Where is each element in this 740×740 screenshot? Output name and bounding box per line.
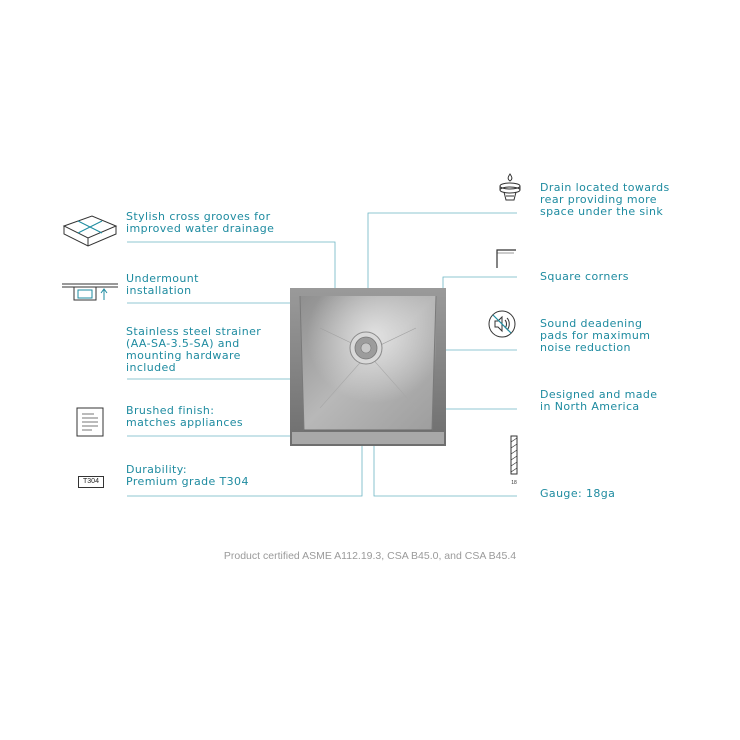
feature-strainer: Stainless steel strainer (AA-SA-3.5-SA) and mounting hardware included xyxy=(126,325,262,374)
leader-gauge xyxy=(374,443,517,496)
sound-deadening-icon xyxy=(486,308,518,340)
feature-square-corners: Square corners xyxy=(540,270,629,283)
square-corner-icon xyxy=(494,246,520,270)
undermount-icon xyxy=(62,278,122,304)
feature-sound-deadening: Sound deadening pads for maximum noise reduction xyxy=(540,317,651,354)
feature-undermount: Undermount installation xyxy=(126,272,199,297)
gauge-icon xyxy=(506,434,522,486)
leader-square-corners xyxy=(443,277,517,293)
certification-text: Product certified ASME A112.19.3, CSA B45.0, and CSA B45.4 xyxy=(223,550,517,562)
feature-made-in: Designed and made in North America xyxy=(540,388,658,413)
cross-grooves-icon xyxy=(60,208,120,248)
feature-durability: Durability: Premium grade T304 xyxy=(126,463,249,488)
sink-image xyxy=(290,288,446,446)
feature-cross-grooves: Stylish cross grooves for improved water drainage xyxy=(126,210,275,235)
gauge-icon-label: 18 xyxy=(511,480,517,486)
brushed-finish-icon xyxy=(76,407,104,437)
t304-icon: T304 xyxy=(78,476,104,488)
feature-gauge: Gauge: 18ga xyxy=(540,487,616,500)
feature-brushed-finish: Brushed finish: matches appliances xyxy=(126,404,244,429)
drain-strainer xyxy=(350,332,382,364)
sink-front-wall xyxy=(292,432,444,444)
drain-icon xyxy=(496,172,524,204)
feature-drain: Drain located towards rear providing more space under the sink xyxy=(540,181,670,218)
